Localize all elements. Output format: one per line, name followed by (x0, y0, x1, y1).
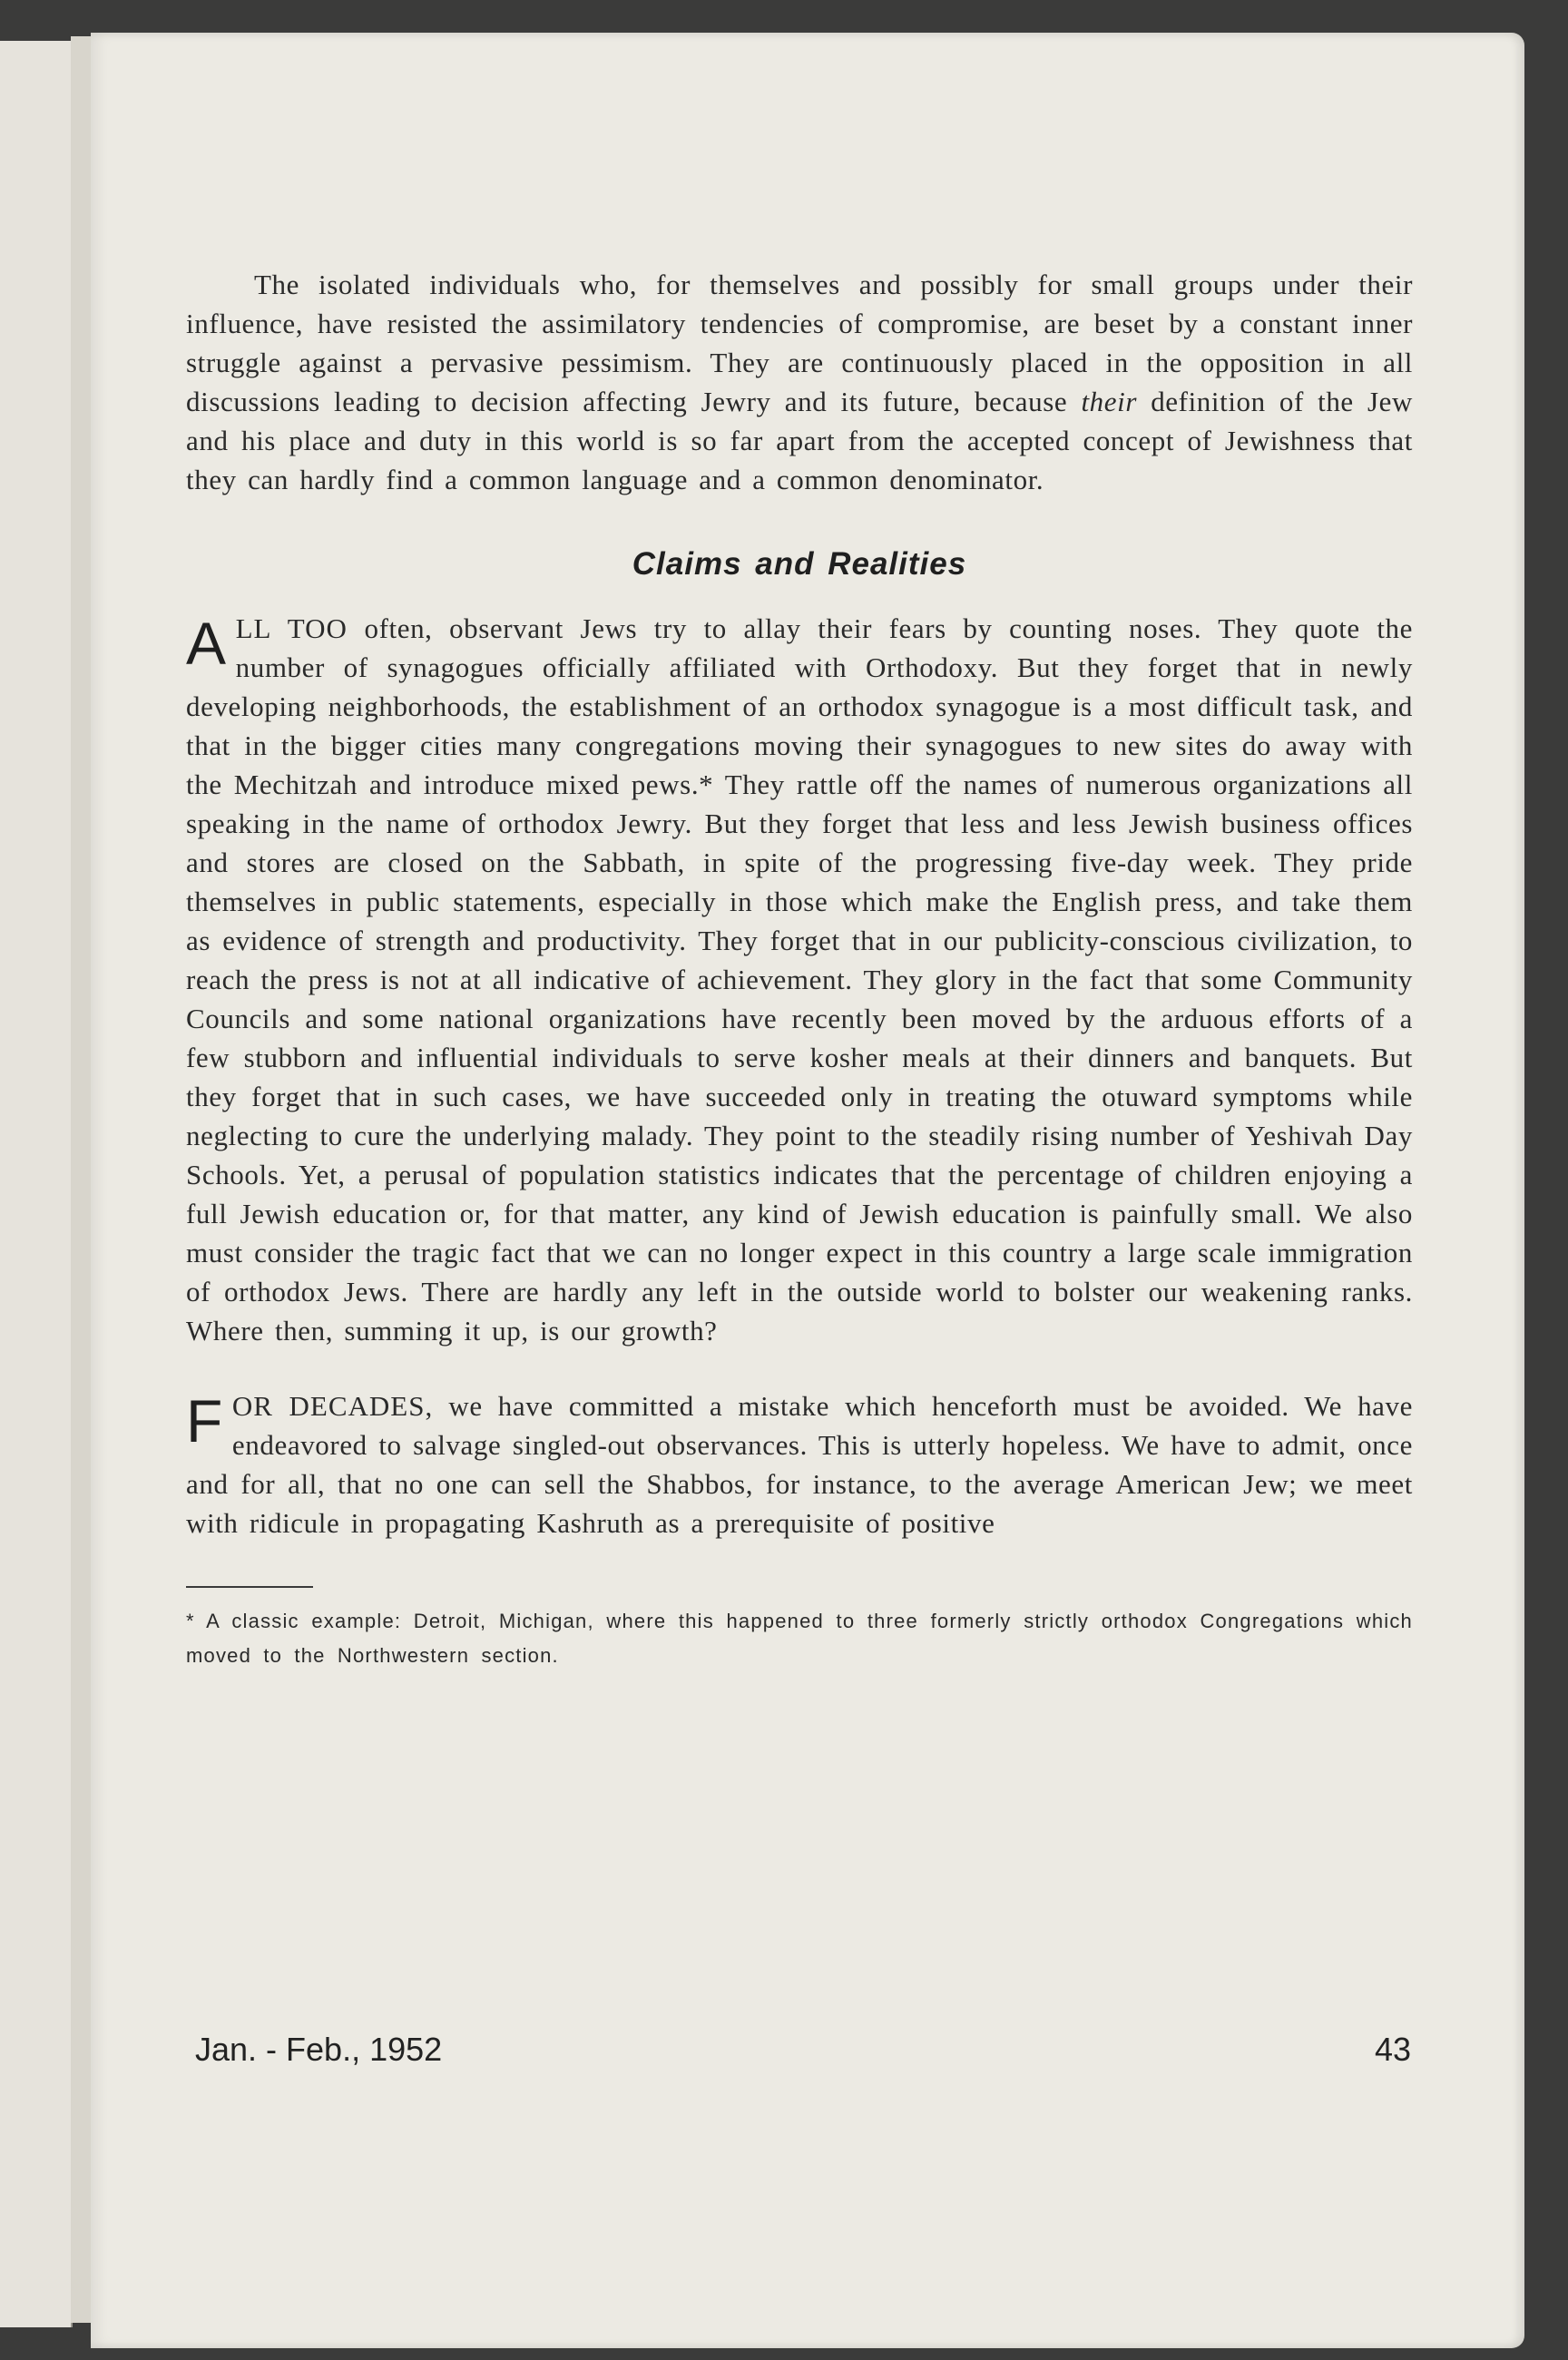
paragraph-text: The isolated individuals who, for themselves and possibly for small groups under their influence, have resisted the assimilatory tendencies of compromise, are beset by a constant inner struggle against a pervasive pessimism. They are continuously placed in the opposition in all discussions leading to decision affecting Jewry and its future, because (186, 269, 1413, 417)
issue-date: Jan. - Feb., 1952 (195, 2031, 443, 2068)
footnote: * A classic example: Detroit, Michigan, where this happened to three formerly strictly orthodox Congregations which moved to the Northwestern section. (186, 1610, 1413, 1667)
drop-cap-f: F (186, 1387, 223, 1454)
paragraph-text-end: definition of the Jew and his place and duty in this world is so far apart from the accepted concept of Jewishness that they can hardly find a common language and a common denominator. (186, 386, 1413, 495)
italic-word: their (1081, 386, 1138, 417)
previous-page-edge (0, 41, 73, 2327)
article-body (186, 265, 1413, 1673)
section-heading: Claims and Realities (632, 546, 967, 582)
drop-cap-a: A (186, 610, 227, 677)
paragraph-isolated-individuals (186, 265, 1413, 499)
paragraph-text: often, observant Jews try to allay their fears by counting noses. They quote the number of synagogues officially affiliated with Orthodoxy. But they forget that in newly developing neighborhoods, the establishment of an orthodox synagogue is a most difficult task, and that in the bigger cities many congregations moving their synagogues to new sites do away with the Mechitzah and introduce mixed pews.* They rattle off the names of numerous organizations all speaking in the name of orthodox Jewry. But they forget that less and less Jewish business offices and stores are closed on the Sabbath, in spite of the progressing five-day week. They pride themselves in public statements, especially in those which make the English press, and take them as evidence of strength and productivity. They forget that in our publicity-conscious civilization, to reach the press is not at all indicative of achievement. They glory in the fact that some Community Councils and some national organizations have recently been moved by the arduous efforts of a few stubborn and influential individuals to serve kosher meals at their dinners and banquets. But they forget that in such cases, we have succeeded only in treating the otuward symptoms while neglecting to cure the underlying malady. They point to the steadily rising number of Yeshivah Day Schools. Yet, a perusal of population statistics indicates that the percentage of children enjoying a full Jewish education or, for that matter, any kind of Jewish education is painfully small. We also must consider the tragic fact that we can no longer expect in this country a large scale immigration of orthodox Jews. There are hardly any left in the outside world to bolster our weakening ranks. Where then, summing it up, is our growth? (186, 612, 1413, 1346)
lead-words: OR DECADES, (231, 1390, 434, 1422)
footnote-divider (186, 1586, 313, 1588)
paragraph-gap (186, 1350, 1413, 1386)
page-number: 43 (1374, 2031, 1411, 2068)
page-footer (195, 2031, 1411, 2069)
paragraph-text: we have committed a mistake which henceforth must be avoided. We have endeavored to salvage singled-out observances. This is utterly hopeless. We have to admit, once and for all, that no one can sell the Shabbos, for instance, to the average American Jew; we meet with ridicule in propagating Kashruth as a prerequisite of positive (186, 1390, 1413, 1539)
lead-words: LL TOO (235, 612, 348, 644)
paragraph-for-decades (186, 1386, 1413, 1542)
paragraph-all-too-often (186, 609, 1413, 1350)
